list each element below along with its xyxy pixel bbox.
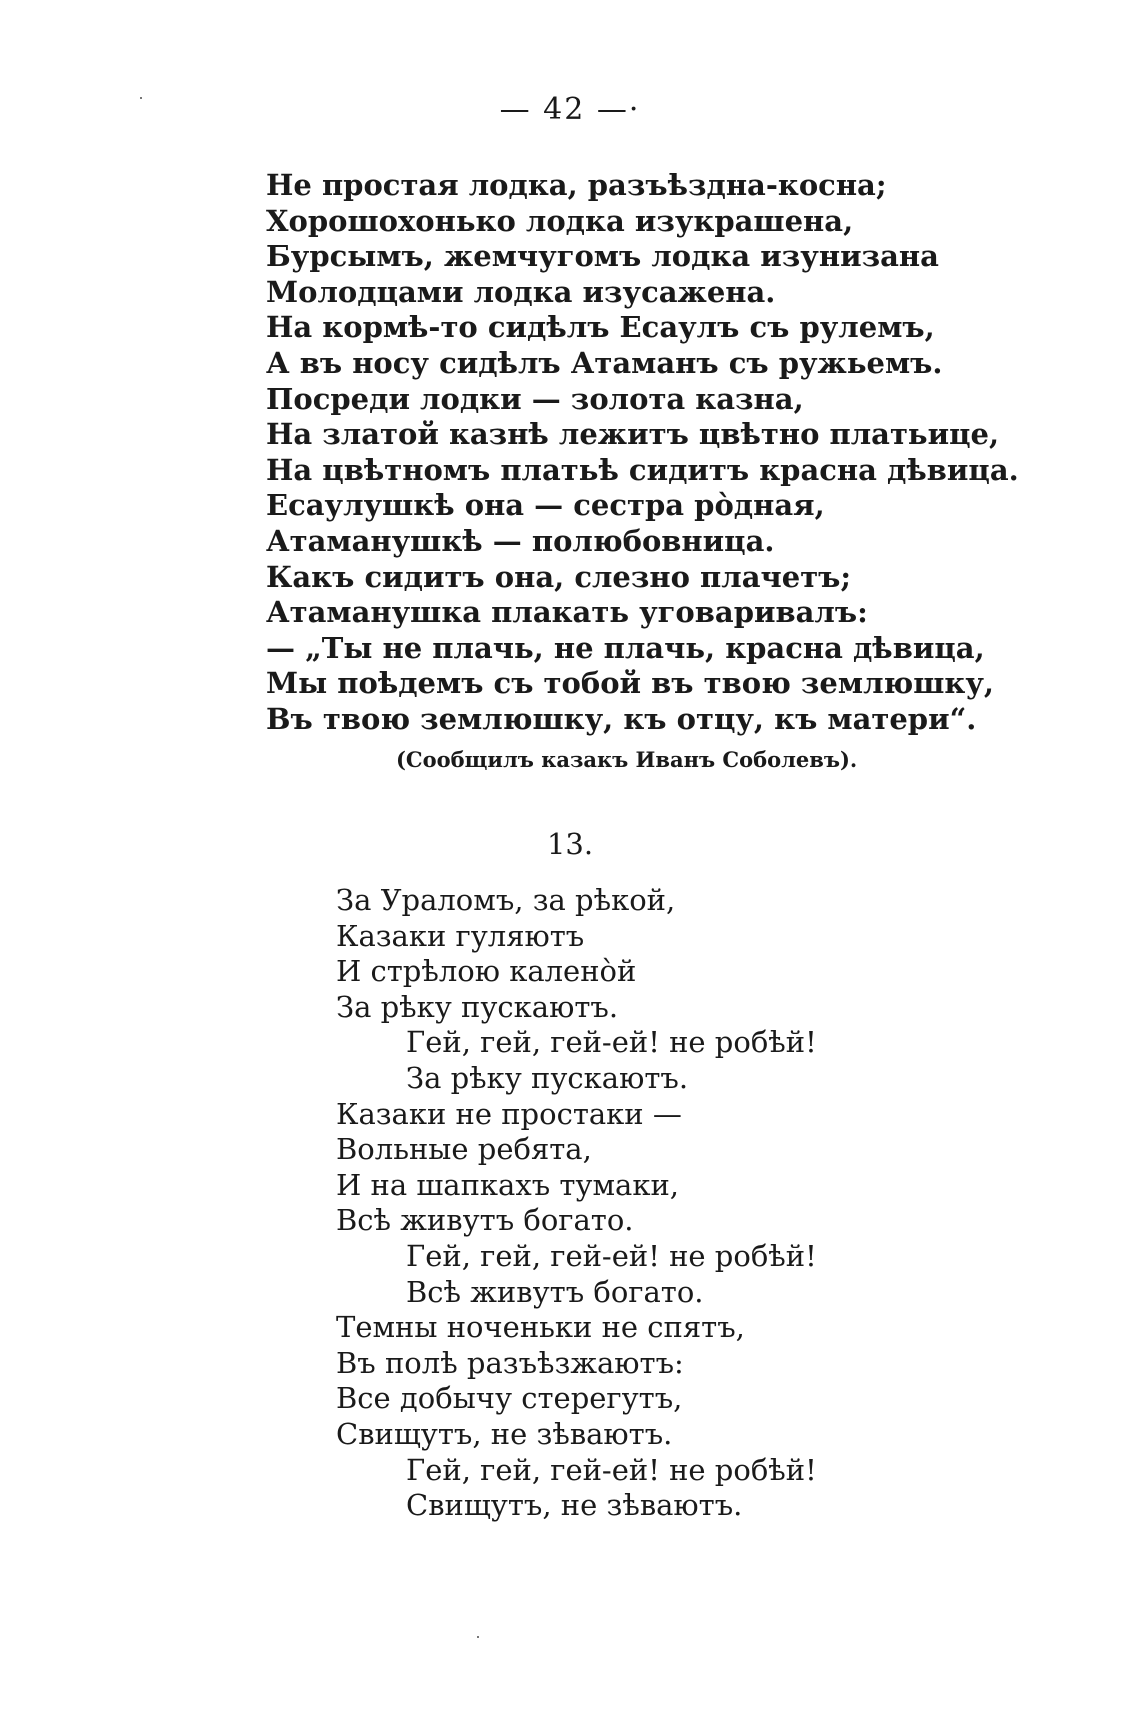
verse-line: Темны ноченьки не спятъ, <box>336 1310 745 1345</box>
refrain-line: Гей, гей, гей-ей! не робѣй! <box>406 1025 817 1060</box>
verse-line: Хорошохонько лодка изукрашена, <box>266 203 854 238</box>
refrain-line: За рѣку пускаютъ. <box>406 1060 689 1095</box>
verse-line: На кормѣ-то сидѣлъ Есаулъ съ рулемъ, <box>266 310 935 345</box>
verse-line: Мы поѣдемъ съ тобой въ твою землюшку, <box>266 666 995 701</box>
verse-line: Казаки не простаки — <box>336 1096 682 1131</box>
verse-line: Атаманушка плакать уговаривалъ: <box>266 595 868 630</box>
verse-line: — „Ты не плачь, не плачь, красна дѣвица, <box>266 630 985 665</box>
refrain-line: Гей, гей, гей-ей! не робѣй! <box>406 1452 817 1487</box>
verse-line: Посреди лодки — золота казна, <box>266 381 804 416</box>
verse-line: За Ураломъ, за рѣкой, <box>336 883 676 917</box>
refrain-line: Гей, гей, гей-ей! не робѣй! <box>406 1238 817 1273</box>
verse-line: Бурсымъ, жемчугомъ лодка изунизана <box>266 239 939 274</box>
verse-line: Есаулушкѣ она — сестра рòдная, <box>266 488 825 523</box>
poem-continuation <box>266 168 1019 738</box>
song-number: 13. <box>546 827 594 861</box>
verse-line: И стрѣлою каленòй <box>336 954 637 989</box>
verse-line: А въ носу сидѣлъ Атаманъ съ ружьемъ. <box>266 345 943 380</box>
verse-line: Казаки гуляютъ <box>336 918 585 953</box>
paper-speck <box>140 97 142 99</box>
verse-line: Все добычу стерегутъ, <box>336 1381 683 1416</box>
verse-line: На цвѣтномъ платьѣ сидитъ красна дѣвица. <box>266 452 1019 487</box>
verse-line: Въ полѣ разъѣзжаютъ: <box>336 1345 684 1380</box>
verse-line: Свищутъ, не зѣваютъ. <box>336 1416 673 1451</box>
verse-line: И на шапкахъ тумаки, <box>336 1167 679 1202</box>
verse-line: Какъ сидитъ она, слезно плачетъ; <box>266 559 852 594</box>
refrain-line: Всѣ живутъ богато. <box>406 1274 704 1309</box>
verse-line: Не простая лодка, разъѣздна-косна; <box>266 168 887 202</box>
verse-line: Атаманушкѣ — полюбовница. <box>266 523 775 558</box>
verse-line: За рѣку пускаютъ. <box>336 989 619 1024</box>
page-number: — 42 —· <box>499 92 641 127</box>
song-13 <box>336 883 936 1524</box>
verse-line: Всѣ живутъ богато. <box>336 1203 634 1238</box>
verse-line: Въ твою землюшку, къ отцу, къ матери“. <box>266 701 977 736</box>
verse-line: На златой казнѣ лежитъ цвѣтно платьице, <box>266 417 1000 452</box>
refrain-line: Свищутъ, не зѣваютъ. <box>406 1488 743 1523</box>
verse-line: Вольные ребята, <box>336 1132 592 1167</box>
paper-speck <box>477 1636 479 1638</box>
verse-line: Молодцами лодка изусажена. <box>266 274 776 309</box>
attribution: (Сообщилъ казакъ Иванъ Соболевъ). <box>396 747 858 772</box>
